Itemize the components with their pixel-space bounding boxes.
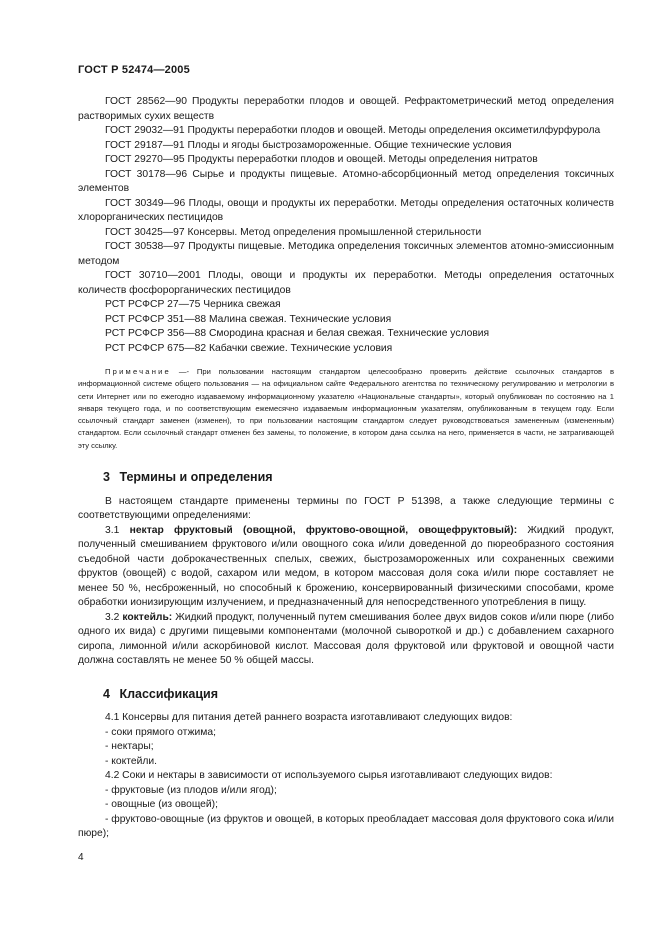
list-item: - нектары; (105, 741, 154, 753)
section-3-intro: В настоящем стандарте применены термины по ГОСТ Р 51398, а также следующие термины с соответствующими определениями: (78, 495, 614, 522)
section-4-heading (103, 687, 614, 702)
reference-item: ГОСТ 30178—96 Сырье и продукты пищевые. Атомно-абсорбционный метод определения токсичных элементов (78, 168, 614, 194)
term-number: 3.2 (105, 611, 120, 623)
reference-item: РСТ РСФСР 27—75 Черника свежая (105, 299, 281, 310)
normative-references-list (78, 95, 614, 356)
document-body (78, 95, 614, 842)
section-3-heading (103, 470, 614, 485)
note-label: Примечание (105, 367, 171, 376)
section-title: Термины и определения (119, 470, 273, 485)
section-number: 4 (103, 686, 110, 701)
term-definition: Жидкий продукт, полученный смешиванием фруктового и/или овощного сока и/или доведенной до пюреобразного состояния съедобной части доброкачественных спелых, свежих, быстрозамороженных или сохраненных свежими фруктов (овощей) с водой, сахаром или медом, в котором массовая доля сока и/или пюре составляет не менее 50 %, несброженный, но способный к брожению, консервированный физическими способами, кроме обработки ионизирующим излучением, и предназначенный для непосредственного употребления в пищу. (78, 524, 614, 609)
reference-item: ГОСТ 29270—95 Продукты переработки плодов и овощей. Методы определения нитратов (105, 154, 538, 165)
reference-item: ГОСТ 29187—91 Плоды и ягоды быстрозамороженные. Общие технические условия (105, 139, 512, 151)
note-paragraph (78, 366, 614, 452)
reference-item: ГОСТ 30349—96 Плоды, овощи и продукты их переработки. Методы определения остаточных количеств хлорорганических пестицидов (78, 197, 614, 223)
term-3-1 (78, 524, 614, 611)
reference-item: ГОСТ 30538—97 Продукты пищевые. Методика определения токсичных элементов атомно-эмиссионным методом (78, 241, 614, 267)
reference-item: ГОСТ 28562—90 Продукты переработки плодов и овощей. Рефрактометрический метод определения растворимых сухих веществ (78, 96, 614, 122)
reference-item: ГОСТ 30425—97 Консервы. Метод определения промышленной стерильности (105, 226, 482, 238)
reference-item: РСТ РСФСР 675—82 Кабачки свежие. Технические условия (105, 342, 393, 354)
page-number: 4 (78, 852, 84, 863)
term-definition: Жидкий продукт, полученный путем смешивания более двух видов соков и/или пюре (либо одного их вида) с другими пищевыми компонентами (молочной сывороткой и др.) с добавлением сахарного сиропа, лимонной и/или аскорбиновой кислот. Массовая доля фруктовой или фруктовой и овощной части должна составлять не менее 50 % общей массы. (78, 611, 614, 667)
juice-types-list (78, 784, 614, 842)
section-title: Классификация (119, 686, 219, 701)
term-3-2 (78, 611, 614, 669)
list-item: - овощные (из овощей); (105, 799, 218, 811)
section-number: 3 (103, 470, 110, 485)
reference-item: ГОСТ 29032—91 Продукты переработки плодов и овощей. Методы определения оксиметилфурфурола (105, 125, 601, 136)
reference-item: ГОСТ 30710—2001 Плоды, овощи и продукты их переработки. Методы определения остаточных количеств фосфорорганических пестицидов (78, 270, 614, 296)
clause-4-1: 4.1 Консервы для питания детей раннего возраста изготавливают следующих видов: (105, 712, 513, 724)
term-number: 3.1 (105, 524, 120, 536)
note-text: —- При пользовании настоящим стандартом целесообразно проверить действие ссылочных стандартов в информационной системе общего пользования — на официальном сайте Федерального агентства по техническому регулированию и метрологии в сети Интернет или по ежегодно издаваемому информационному указателю «Национальные стандарты», который опубликован по состоянию на 1 января текущего года, и по соответствующим ежемесячно издаваемым информационным указателям, опубликованным в текущем году. Если ссылочный стандарт заменен (изменен), то при пользовании настоящим стандартом следует руководствоваться замененным (измененным) стандартом. Если ссылочный стандарт отменен без замены, то положение, в котором дана ссылка на него, применяется в части, не затрагивающей эту ссылку. (78, 367, 614, 450)
term-name: коктейль: (122, 611, 173, 623)
term-name: нектар фруктовый (овощной, фруктово-овощной, овощефруктовый): (129, 524, 518, 536)
list-item: - фруктово-овощные (из фруктов и овощей, в которых преобладает массовая доля фруктового сока и/или пюре); (78, 813, 614, 840)
doc-header: ГОСТ Р 52474—2005 (78, 64, 190, 76)
clause-4-2: 4.2 Соки и нектары в зависимости от используемого сырья изготавливают следующих видов: (105, 770, 553, 782)
list-item: - фруктовые (из плодов и/или ягод); (105, 784, 277, 796)
reference-item: РСТ РСФСР 356—88 Смородина красная и белая свежая. Технические условия (105, 328, 490, 339)
list-item: - коктейли. (105, 755, 157, 767)
reference-item: РСТ РСФСР 351—88 Малина свежая. Технические условия (105, 313, 392, 325)
list-item: - соки прямого отжима; (105, 726, 216, 738)
product-types-list (78, 726, 614, 770)
